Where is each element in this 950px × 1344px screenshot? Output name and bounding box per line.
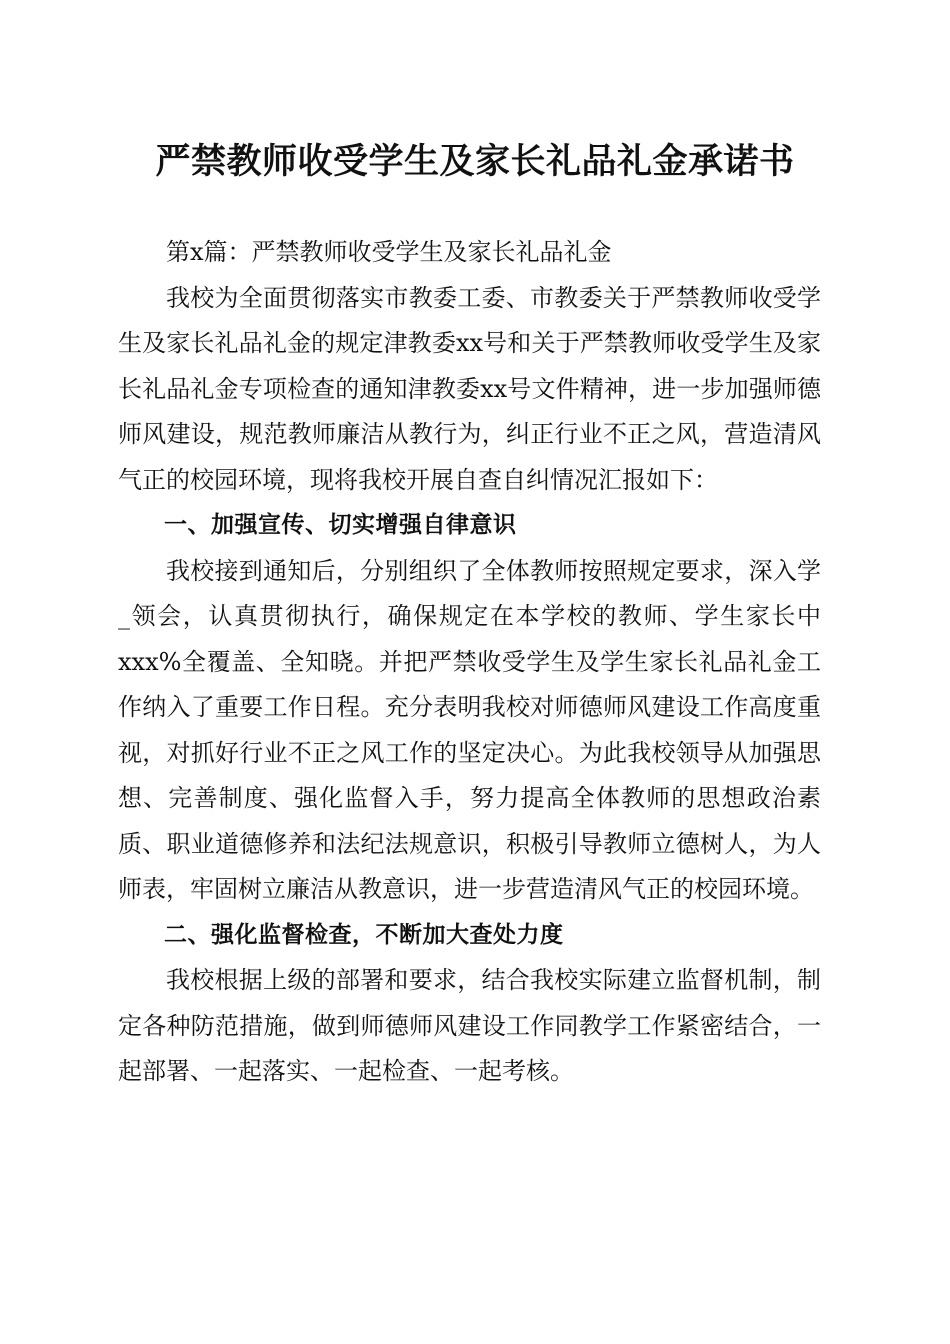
- document-body: [118, 230, 821, 1095]
- document-title: 严禁教师收受学生及家长礼品礼金承诺书: [155, 142, 795, 182]
- section-2-paragraph: 我校根据上级的部署和要求，结合我校实际建立监督机制，制定各种防范措施，做到师德师风建设工作同教学工作紧密结合，一起部署、一起落实、一起检查、一起考核。: [118, 966, 821, 1085]
- section-1-heading: 一、加强宣传、切实增强自律意识: [164, 512, 517, 538]
- section-1-paragraph: 我校接到通知后，分别组织了全体教师按照规定要求，深入学_领会，认真贯彻执行，确保规定在本学校的教师、学生家长中xxx%全覆盖、全知晓。并把严禁收受学生及学生家长礼品礼金工作纳入了重要工作日程。充分表明我校对师德师风建设工作高度重视，对抓好行业不正之风工作的坚定决心。为此我校领导从加强思想、完善制度、强化监督入手，努力提高全体教师的思想政治素质、职业道德修养和法纪法规意识，积极引导教师立德树人，为人师表，牢固树立廉洁从教意识，进一步营造清风气正的校园环境。: [118, 556, 821, 903]
- subtitle-paragraph: 第x篇：严禁教师收受学生及家长礼品礼金: [166, 238, 612, 266]
- section-2-heading: 二、强化监督检查，不断加大查处力度: [164, 921, 564, 948]
- intro-paragraph: 我校为全面贯彻落实市教委工委、市教委关于严禁教师收受学生及家长礼品礼金的规定津教委xx号和关于严禁教师收受学生及家长礼品礼金专项检查的通知津教委xx号文件精神，进一步加强师德师风建设，规范教师廉洁从教行为，纠正行业不正之风，营造清风气正的校园环境，现将我校开展自查自纠情况汇报如下：: [118, 283, 821, 494]
